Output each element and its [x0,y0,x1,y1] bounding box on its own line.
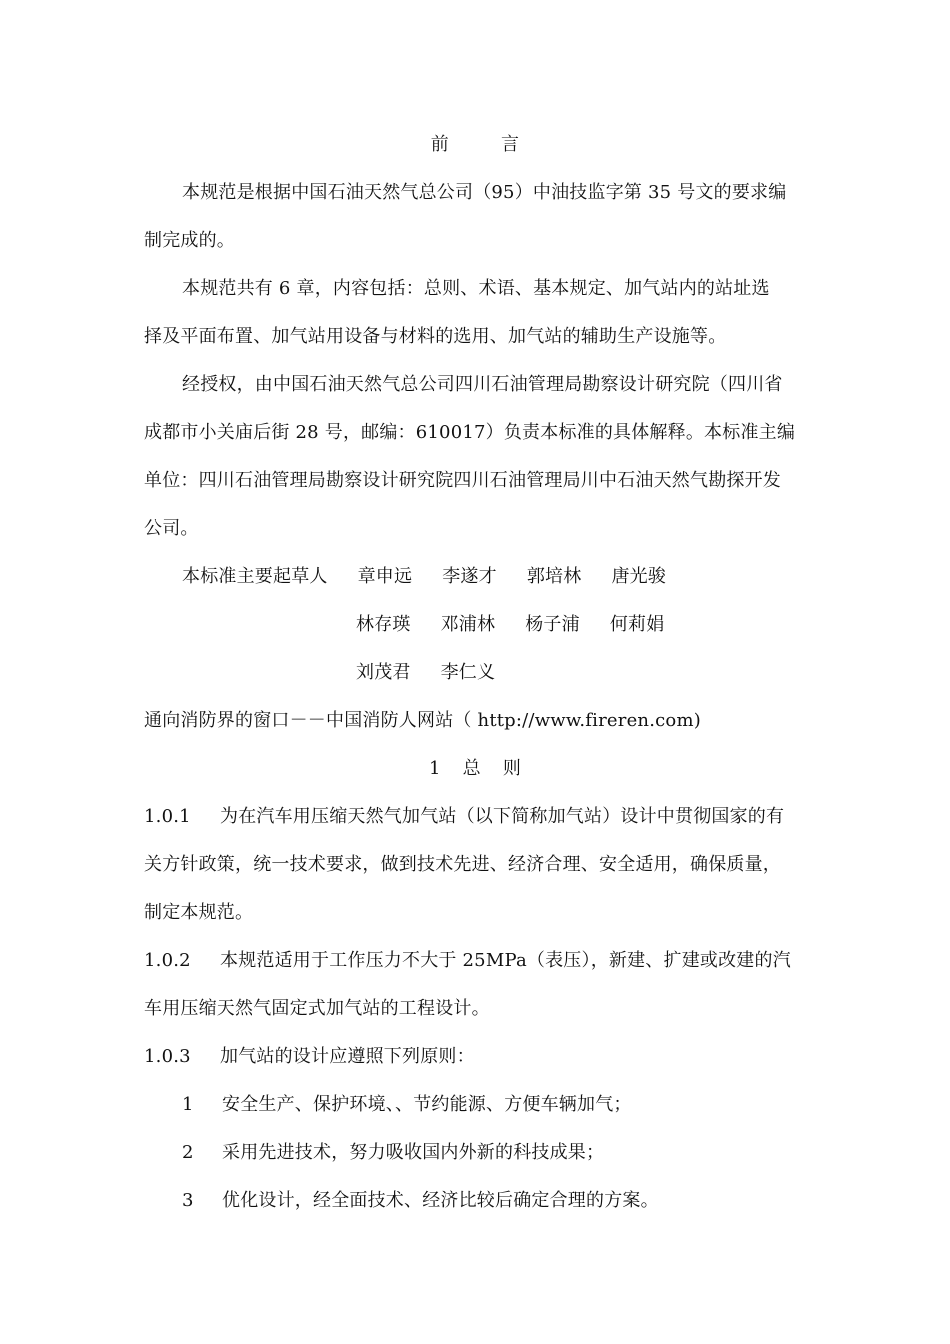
drafter-name: 李遂才 [442,566,497,587]
preface-title-left: 前 [430,134,449,155]
drafter-name: 杨子浦 [525,614,580,635]
clause-1-0-1-line3: 制定本规范。 [144,902,254,923]
principle-item [182,1093,810,1117]
chapter-number: 1 [428,758,441,779]
drafter-name: 刘茂君 [356,662,411,683]
clause-text: 本规范适用于工作压力不大于 25MPa（表压），新建、扩建或改建的汽 [220,950,791,971]
preface-p2-line2: 择及平面布置、加气站用设备与材料的选用、加气站的辅助生产设施等。 [144,326,727,347]
item-number: 1 [182,1094,194,1115]
preface-p2-line1: 本规范共有 6 章，内容包括：总则、术语、基本规定、加气站内的站址选 [182,278,770,299]
drafters-row-3 [356,661,810,685]
clause-1-0-1-line1 [144,805,810,829]
clause-text: 为在汽车用压缩天然气加气站（以下简称加气站）设计中贯彻国家的有 [220,806,785,827]
preface-p1-line1: 本规范是根据中国石油天然气总公司（95）中油技监字第 35 号文的要求编 [182,182,787,203]
item-text: 采用先进技术，努力吸收国内外新的科技成果； [222,1142,605,1163]
drafters-label: 本标准主要起草人 [182,566,328,587]
drafter-name: 郭培林 [526,566,582,587]
chapter-title-b: 则 [502,758,522,779]
drafter-name: 唐光骏 [611,566,667,587]
clause-1-0-3-line1 [144,1045,810,1069]
preface-title-right: 言 [501,134,520,155]
website-banner: 通向消防界的窗口－－中国消防人网站（ http://www.fireren.com) [144,710,701,731]
clause-text: 加气站的设计应遵照下列原则： [220,1046,475,1067]
clause-1-0-2-line1 [144,949,810,973]
preface-p3-line4: 公司。 [144,518,199,539]
principle-item [182,1189,810,1213]
clause-1-0-1-line2: 关方针政策，统一技术要求，做到技术先进、经济合理、安全适用，确保质量， [144,854,781,875]
item-text: 优化设计，经全面技术、经济比较后确定合理的方案。 [222,1190,659,1211]
principle-item [182,1141,810,1165]
clause-number: 1.0.2 [144,950,191,971]
drafter-name: 何莉娟 [609,614,665,635]
preface-p3-line2: 成都市小关庙后街 28 号，邮编：610017）负责本标准的具体解释。本标准主编 [144,422,796,443]
item-number: 3 [182,1190,194,1211]
preface-p1-line2: 制完成的。 [144,230,235,251]
drafter-name: 章申远 [357,566,413,587]
item-number: 2 [182,1142,194,1163]
drafter-name: 邓浦林 [440,614,496,635]
drafters-row-2 [356,613,810,637]
preface-p3-line1: 经授权，由中国石油天然气总公司四川石油管理局勘察设计研究院（四川省 [182,374,783,395]
clause-number: 1.0.1 [144,806,191,827]
clause-1-0-2-line2: 车用压缩天然气固定式加气站的工程设计。 [144,998,490,1019]
item-text: 安全生产、保护环境、、节约能源、方便车辆加气； [222,1094,632,1115]
preface-p3-line3: 单位：四川石油管理局勘察设计研究院四川石油管理局川中石油天然气勘探开发 [144,470,781,491]
drafter-name: 林存瑛 [356,614,411,635]
drafters-row-1 [182,565,810,589]
drafter-name: 李仁义 [440,662,496,683]
chapter-title-a: 总 [462,758,481,779]
preface-title [0,133,950,157]
clause-number: 1.0.3 [144,1046,191,1067]
chapter-1-title [0,757,950,781]
